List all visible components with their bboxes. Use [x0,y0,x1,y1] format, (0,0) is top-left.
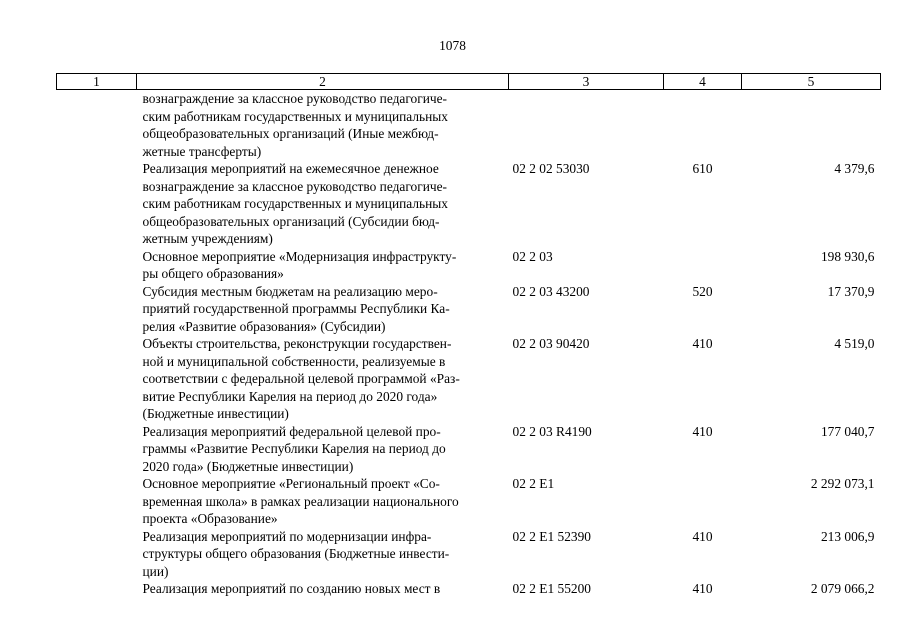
item-name-cell [137,335,509,423]
item-name-line: приятий государственной программы Республики Ка- [142,301,450,316]
item-name-line: общеобразовательных организаций (Иные межбюд- [142,126,439,141]
item-name-line: ским работникам государственных и муниципальных [142,196,448,211]
amount-cell: 2 079 066,2 [810,581,875,596]
row-number-cell [57,160,137,248]
amount-cell: 17 370,9 [827,283,875,299]
budget-table [56,73,881,598]
table-row [57,283,881,336]
item-name-cell [137,475,509,528]
item-name-cell [137,90,509,161]
item-name-line: жетным учреждениям) [142,231,273,246]
amount-cell: 198 930,6 [820,248,875,264]
row-number-cell [57,423,137,476]
item-name-line: структуры общего образования (Бюджетные инвести- [142,546,450,561]
item-name-line: временная школа» в рамках реализации национального [142,493,459,509]
classification-code-cell: 02 2 E1 [512,476,555,491]
table-row [57,335,881,423]
table-row [57,90,881,161]
page-number: 1078 [439,38,466,53]
item-name-line: 2020 года» (Бюджетные инвестиции) [142,458,354,474]
row-number-cell [57,580,137,598]
item-name-line: Реализация мероприятий федеральной целевой про- [142,423,441,439]
item-name-line: соответствии с федеральной целевой программой «Раз- [142,371,460,386]
table-header [57,74,881,90]
row-number-cell [57,283,137,336]
item-name-line: Субсидия местным бюджетам на реализацию меро- [142,283,438,299]
column-header-4: 4 [664,74,742,90]
amount-cell: 4 379,6 [834,161,875,176]
table-body [57,90,881,598]
amount-cell: 2 292 073,1 [810,476,875,491]
item-name-line: Реализация мероприятий на ежемесячное денежное [142,161,439,176]
item-name-cell [137,528,509,581]
classification-code-cell [509,90,664,161]
amount-cell: 177 040,7 [820,423,875,439]
item-name-line: релия «Развитие образования» (Субсидии) [142,318,386,334]
expense-type-cell: 610 [692,161,713,176]
row-number-cell [57,335,137,423]
row-number-cell [57,528,137,581]
amount-cell: 213 006,9 [820,528,875,544]
item-name-line: ции) [142,563,169,579]
item-name-line: вознаграждение за классное руководство педагогиче- [142,91,447,106]
table-row [57,528,881,581]
classification-code-cell: 02 2 03 R4190 [512,423,592,439]
column-header-5: 5 [742,74,881,90]
item-name-line: ским работникам государственных и муниципальных [142,108,448,124]
classification-code-cell: 02 2 E1 55200 [512,581,591,596]
item-name-cell [137,283,509,336]
classification-code-cell: 02 2 02 53030 [512,161,590,176]
item-name-line: Основное мероприятие «Модернизация инфраструкту- [142,248,457,264]
item-name-line: жетные трансферты) [142,143,262,159]
expense-type-cell: 520 [692,283,713,299]
row-number-cell [57,90,137,161]
table-row [57,475,881,528]
expense-type-cell [664,248,742,283]
table-row [57,248,881,283]
amount-cell [742,90,881,161]
column-header-1: 1 [57,74,137,90]
item-name-line: ры общего образования» [142,266,284,281]
classification-code-cell: 02 2 03 90420 [512,336,590,351]
item-name-cell [137,580,509,598]
column-header-2: 2 [137,74,509,90]
expense-type-cell [664,90,742,161]
table-row [57,423,881,476]
expense-type-cell: 410 [692,423,713,439]
item-name-line: Объекты строительства, реконструкции государствен- [142,336,452,351]
header-row [57,74,881,90]
item-name-cell [137,248,509,283]
item-name-line: Основное мероприятие «Региональный проект «Со- [142,476,440,491]
item-name-line: проекта «Образование» [142,511,278,526]
expense-type-cell: 410 [692,336,713,351]
item-name-line: общеобразовательных организаций (Субсидии бюд- [142,213,440,229]
item-name-line: ной и муниципальной собственности, реализуемые в [142,353,446,369]
item-name-line: (Бюджетные инвестиции) [142,406,289,421]
item-name-line: Реализация мероприятий по созданию новых мест в [142,581,441,596]
table-row [57,160,881,248]
item-name-line: витие Республики Карелия на период до 2020 года» [142,388,438,404]
row-number-cell [57,475,137,528]
item-name-line: Реализация мероприятий по модернизации инфра- [142,528,432,544]
table-row [57,580,881,598]
expense-type-cell [664,475,742,528]
classification-code-cell: 02 2 03 [512,248,553,264]
item-name-line: граммы «Развитие Республики Карелия на период до [142,441,446,456]
item-name-line: вознаграждение за классное руководство педагогиче- [142,178,447,194]
classification-code-cell: 02 2 03 43200 [512,283,590,299]
column-header-3: 3 [509,74,664,90]
classification-code-cell: 02 2 E1 52390 [512,528,591,544]
item-name-cell [137,423,509,476]
row-number-cell [57,248,137,283]
amount-cell: 4 519,0 [834,336,875,351]
expense-type-cell: 410 [692,528,713,544]
expense-type-cell: 410 [692,581,713,596]
item-name-cell [137,160,509,248]
